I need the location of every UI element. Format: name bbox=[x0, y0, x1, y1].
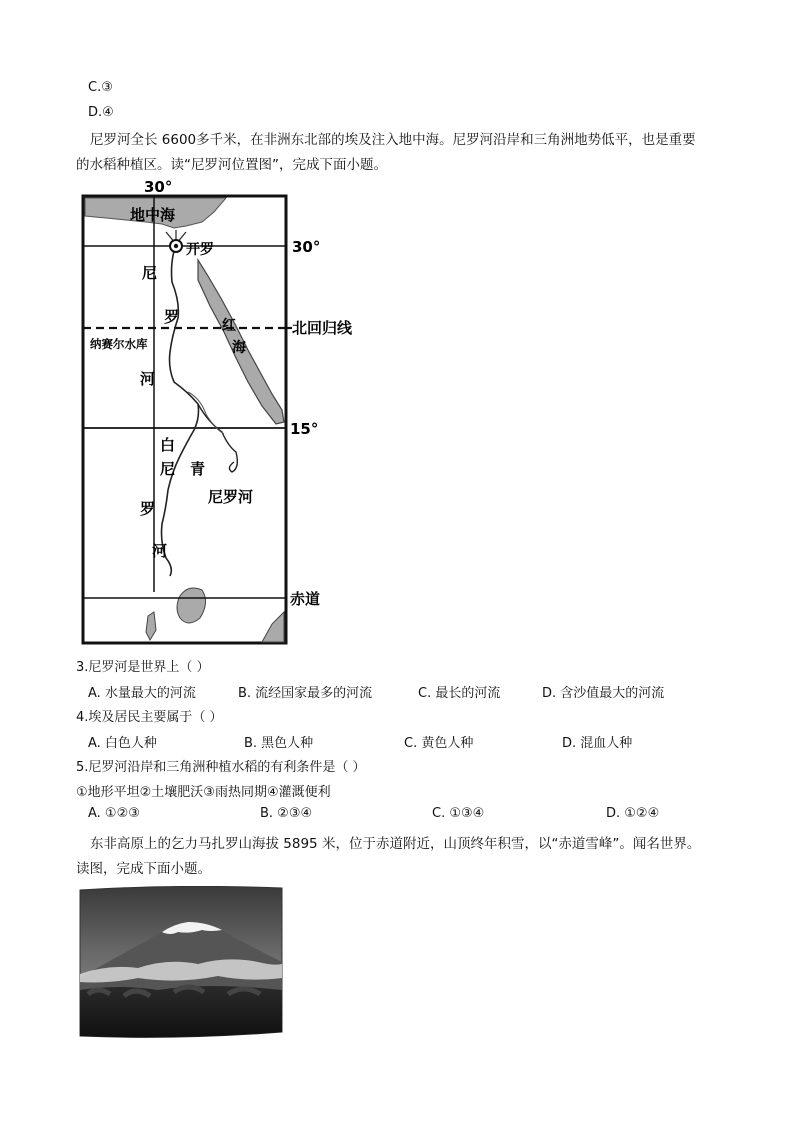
nile-location-map bbox=[76, 172, 366, 650]
q4-option-a[interactable]: A. 白色人种 bbox=[88, 736, 157, 751]
nile-label-2: 罗 bbox=[164, 308, 180, 326]
q5-conditions: ①地形平坦②土壤肥沃③雨热同期④灌溉便利 bbox=[76, 785, 331, 800]
q5-option-c[interactable]: C. ①③④ bbox=[432, 806, 485, 821]
mediterranean-label: 地中海 bbox=[130, 206, 176, 224]
option-d-prev: D.④ bbox=[88, 105, 114, 120]
q3-option-d[interactable]: D. 含沙值最大的河流 bbox=[542, 686, 665, 701]
q5-option-b[interactable]: B. ②③④ bbox=[260, 806, 313, 821]
photo-ground bbox=[80, 986, 282, 1037]
q4-option-c[interactable]: C. 黄色人种 bbox=[404, 736, 474, 751]
red-sea-label-1: 红 bbox=[222, 318, 236, 334]
reservoir-label: 纳赛尔水库 bbox=[90, 337, 148, 351]
kilimanjaro-photo bbox=[78, 886, 284, 1038]
blue-nile-label-2: 尼罗河 bbox=[208, 488, 254, 506]
cairo-dot bbox=[174, 244, 178, 248]
cairo-label: 开罗 bbox=[186, 242, 214, 258]
q5-option-d[interactable]: D. ①②④ bbox=[606, 806, 660, 821]
q5-option-a[interactable]: A. ①②③ bbox=[88, 806, 140, 821]
q4-stem: 4.埃及居民主要属于（ ） bbox=[76, 710, 223, 725]
map-lon-30-label: 30° bbox=[144, 178, 173, 196]
nile-label-3: 河 bbox=[140, 370, 156, 388]
white-nile-label-2: 尼 bbox=[160, 460, 176, 478]
q3-option-b[interactable]: B. 流经国家最多的河流 bbox=[238, 686, 373, 701]
nile-intro-line1: 尼罗河全长 6600多千米，在非洲东北部的埃及注入地中海。尼罗河沿岸和三角洲地势低平，也是重要 bbox=[90, 132, 696, 148]
kili-intro-line1: 东非高原上的乞力马扎罗山海拔 5895 米，位于赤道附近，山顶终年积雪，以“赤道雪峰”。闻名世界。 bbox=[90, 836, 701, 852]
white-nile-label-4: 河 bbox=[152, 542, 168, 560]
q4-option-b[interactable]: B. 黑色人种 bbox=[244, 736, 314, 751]
q4-option-d[interactable]: D. 混血人种 bbox=[562, 736, 633, 751]
q3-option-c[interactable]: C. 最长的河流 bbox=[418, 686, 501, 701]
kili-intro-line2: 读图，完成下面小题。 bbox=[76, 861, 211, 877]
lat-30-label: 30° bbox=[292, 238, 321, 256]
equator-label: 赤道 bbox=[290, 590, 321, 608]
q3-stem: 3.尼罗河是世界上（ ） bbox=[76, 660, 210, 675]
q3-option-a[interactable]: A. 水量最大的河流 bbox=[88, 686, 196, 701]
lat-15-label: 15° bbox=[290, 420, 319, 438]
map-frame bbox=[83, 196, 286, 643]
white-nile-label-1: 白 bbox=[160, 436, 176, 454]
q5-stem: 5.尼罗河沿岸和三角洲种植水稻的有利条件是（ ） bbox=[76, 760, 366, 775]
nile-label-1: 尼 bbox=[142, 264, 158, 282]
tropic-label: 北回归线 bbox=[292, 319, 353, 337]
blue-nile-label-1: 青 bbox=[190, 460, 206, 478]
option-c-prev: C.③ bbox=[88, 80, 113, 95]
white-nile-label-3: 罗 bbox=[140, 500, 156, 518]
red-sea-label-2: 海 bbox=[232, 340, 246, 356]
nile-intro-line2: 的水稻种植区。读“尼罗河位置图”，完成下面小题。 bbox=[76, 157, 387, 173]
